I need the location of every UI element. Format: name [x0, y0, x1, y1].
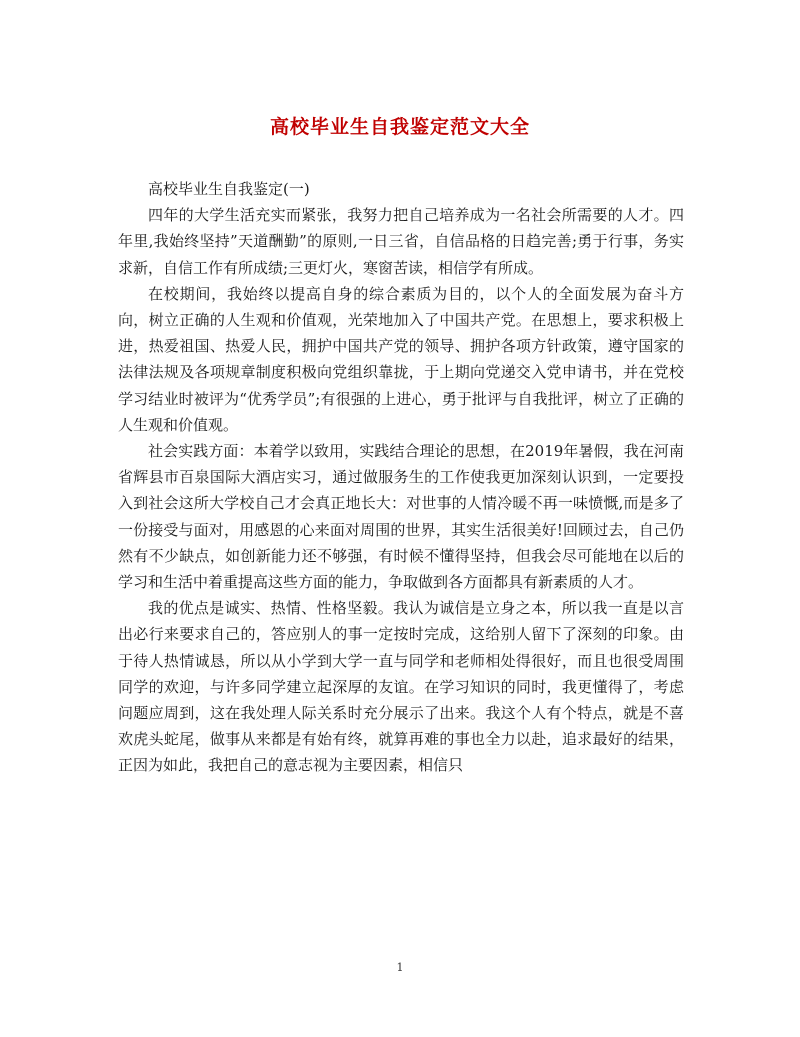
document-body	[118, 176, 684, 779]
paragraph-practice: 社会实践方面：本着学以致用，实践结合理论的思想，在2019年暑假，我在河南省辉县市百泉国际大酒店实习，通过做服务生的工作使我更加深刻认识到，一定要投入到社会这所大学校自己才会真正地长大：对世事的人情冷暖不再一味愤慨,而是多了一份接受与面对，用感恩的心来面对周围的世界，其实生活很美好!回顾过去，自己仍然有不少缺点，如创新能力还不够强，有时候不懂得坚持，但我会尽可能地在以后的学习和生活中着重提高这些方面的能力，争取做到各方面都具有新素质的人才。	[118, 442, 684, 592]
document-title: 高校毕业生自我鉴定范文大全	[269, 116, 530, 138]
section-heading: 高校毕业生自我鉴定(一)	[148, 180, 310, 198]
page-number: 1	[396, 961, 404, 974]
paragraph-school: 在校期间，我始终以提高自身的综合素质为目的，以个人的全面发展为奋斗方向，树立正确的人生观和价值观，光荣地加入了中国共产党。在思想上，要求积极上进，热爱祖国、热爱人民，拥护中国共产党的领导、拥护各项方针政策，遵守国家的法律法规及各项规章制度积极向党组织靠拢，于上期向党递交入党申请书，并在党校学习结业时被评为“优秀学员”;有很强的上进心，勇于批评与自我批评，树立了正确的人生观和价值观。	[118, 284, 684, 434]
paragraph-strengths: 我的优点是诚实、热情、性格坚毅。我认为诚信是立身之本，所以我一直是以言出必行来要求自己的，答应别人的事一定按时完成，这给别人留下了深刻的印象。由于待人热情诚恳，所以从小学到大学一直与同学和老师相处得很好，而且也很受周围同学的欢迎，与许多同学建立起深厚的友谊。在学习知识的同时，我更懂得了，考虑问题应周到，这在我处理人际关系时充分展示了出来。我这个人有个特点，就是不喜欢虎头蛇尾，做事从来都是有始有终，就算再难的事也全力以赴，追求最好的结果，正因为如此，我把自己的意志视为主要因素，相信只	[118, 599, 684, 775]
paragraph-intro: 四年的大学生活充实而紧张，我努力把自己培养成为一名社会所需要的人才。四年里,我始终坚持”天道酬勤”的原则,一日三省，自信品格的日趋完善;勇于行事，务实求新，自信工作有所成绩;三更灯火，寒窗苦读，相信学有所成。	[118, 206, 684, 277]
